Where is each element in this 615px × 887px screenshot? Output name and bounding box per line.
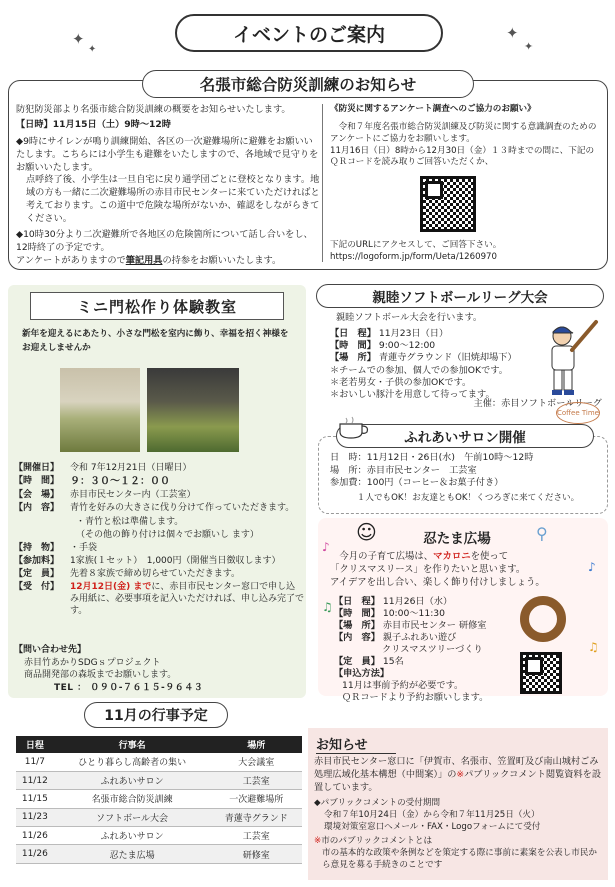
apply-line: ＱＲコードより予約お願いします。 <box>342 691 489 703</box>
detail-key: 【日 程】 <box>334 596 380 607</box>
survey-title: 《防災に関するアンケート調査へのご協力のお願い》 <box>330 104 536 114</box>
cell: 11/26 <box>16 845 54 863</box>
detail-value: 先着８家族で締め切らせていただきます。 <box>70 568 241 579</box>
drill-bullet-2b-bold: 筆記用具 <box>125 254 163 266</box>
survey-url-text: 下記のURLにアクセスして、ご回答下さい。 <box>330 240 502 250</box>
cell: 名張市総合防災訓練 <box>54 790 211 808</box>
detail-value: 9:00～12:00 <box>378 339 436 351</box>
detail-value: ９：３０～１２：００ <box>70 476 170 488</box>
detail-value: 10:00～11:30 <box>382 607 446 619</box>
cell: 11/26 <box>16 827 54 845</box>
drill-intro: 防犯防災部より名張市総合防災訓練の概要をお知らせいたします。 <box>16 104 291 115</box>
schedule-title: 11月の行事予定 <box>84 702 228 728</box>
ninja-lead-2: 「クリスマスリース」を作りたいと思います。 <box>330 564 526 576</box>
detail-value: 赤目市民センター 研修室 <box>382 619 487 631</box>
salon-details <box>330 452 606 505</box>
salon-row: 参加費：100円（コーヒー＆お菓子付き） <box>330 477 504 489</box>
apply-line: 11月は事前予約が必要です。 <box>342 679 464 691</box>
survey-text-2: 11月16日（日）8時から12月30日（金）１３時までの間に、下記のＱＲコードを読み取りご回答いただくか、 <box>330 145 595 168</box>
detail-value: 11月26日（水） <box>382 596 453 607</box>
detail-key: 【定 員】 <box>334 655 380 667</box>
schedule-header-date: 日程 <box>16 736 54 753</box>
table-row <box>16 771 302 789</box>
drill-left-column <box>16 104 320 267</box>
notice-p3-text: 市の基本的な政策や条例などを策定する際に事前に素案を公表し市民から意見を募る手続きのことです <box>322 847 598 870</box>
cell: 工芸室 <box>210 771 302 789</box>
kadomatsu-photo <box>60 368 140 452</box>
coffee-time-badge: Coffee Time <box>556 402 600 424</box>
detail-value: 1家族(１セット） 1,000円（開催当日徴収します） <box>70 555 281 566</box>
drill-date: 【日時】11月15日（土）9時～12時 <box>16 118 171 130</box>
detail-value: ・青竹と松は準備します。 <box>76 516 184 527</box>
ninja-title: 忍たま広場 <box>423 531 491 547</box>
ninja-qr-code[interactable] <box>520 652 562 694</box>
detail-value: 15名 <box>382 655 404 667</box>
detail-value: 親子ふれあい遊び <box>382 631 457 643</box>
kadomatsu-title: ミニ門松作り体験教室 <box>30 292 284 320</box>
sparkle-icon: ✦ <box>72 30 85 48</box>
detail-value: （その他の飾り付けは個々でお願いし ます） <box>76 529 259 540</box>
drill-bullet-1: ◆9時にサイレンが鳴り訓練開始、各区の一次避難場所に避難をお願いいたします。こちらには小学生も避難をいたしますので、各地域で見守りをお願いいたします。 <box>16 136 319 173</box>
softball-note: ＊おいしい豚汁を用意して待ってます。 <box>330 388 495 400</box>
cell: 11/12 <box>16 771 54 789</box>
cell: ソフトボール大会 <box>54 808 211 826</box>
baby-face-icon: ☺ <box>356 520 377 544</box>
ninja-lead-suffix: を使って <box>470 551 509 562</box>
notice-p3-prefix: 市のパブリックコメントとは <box>321 835 433 846</box>
detail-key: 【内 容】 <box>334 631 380 643</box>
table-row <box>16 753 302 771</box>
apply-key: 【申込方法】 <box>334 667 390 679</box>
drill-title: 名張市総合防災訓練のお知らせ <box>142 70 474 98</box>
softball-host: 主催：赤目ソフトボールリーグ <box>473 398 602 409</box>
baby-bottle-icon: ⚲ <box>536 524 548 543</box>
detail-value: 青竹を好みの大きさに伐り分けて作っていただきます。 <box>70 503 295 514</box>
notice-p2-line: 環境対策室窓口へメール・FAX・Logoフォームにて受付 <box>324 821 541 832</box>
accept-deadline: 12月12日(金) まで <box>70 581 152 592</box>
detail-key: 【受 付】 <box>14 581 60 592</box>
notice-title: お知らせ <box>316 734 396 754</box>
kadomatsu-inquiry <box>14 644 304 694</box>
detail-key: 【日 程】 <box>330 328 376 339</box>
survey-text: 令和７年度名張市総合防災訓練及び防災に関する意識調査のためのアンケートにご協力をお願いします。 <box>330 121 597 144</box>
cell: ひとり暮らし高齢者の集い <box>54 753 211 771</box>
notice-p1-prefix: 赤目市民センター窓口に「伊賀市、名張市、笠置町及び南山城村ごみ処理広域化基本構想（中間案）」の <box>314 756 599 780</box>
cell: 11/15 <box>16 790 54 808</box>
page-title: イベントのご案内 <box>175 14 443 52</box>
cell: 11/23 <box>16 808 54 826</box>
detail-key: 【参加料】 <box>14 555 60 566</box>
survey-qr-code[interactable] <box>420 176 476 232</box>
sparkle-icon: ✦ <box>524 40 534 53</box>
schedule-header-event: 行事名 <box>54 736 211 753</box>
detail-value: 11月23日（日） <box>378 328 449 339</box>
notice-p2-line: 令和７年10月24日（金）から令和７年11月25日（火） <box>324 809 540 820</box>
ninja-lead-macaroni: マカロニ <box>433 551 471 562</box>
detail-value: 令和 7年12月21日（日曜日） <box>70 463 192 473</box>
detail-value: クリスマスツリーづくり <box>382 643 483 655</box>
softball-lead: 親睦ソフトボール大会を行います。 <box>336 312 483 323</box>
detail-key: 【時 間】 <box>334 607 380 619</box>
music-note-icon: ♫ <box>322 600 333 614</box>
detail-key: 【場 所】 <box>330 351 376 363</box>
music-note-icon: ♫ <box>588 640 599 654</box>
detail-key: 【会 場】 <box>14 490 60 501</box>
cell: 研修室 <box>210 845 302 863</box>
cell: 青蓮寺グランド <box>210 808 302 826</box>
notice-p1-suffix: パブリックコメント閲覧資料を設置しています。 <box>314 768 602 793</box>
detail-key: 【定 員】 <box>14 568 60 579</box>
baseball-player-icon <box>532 318 602 398</box>
cell: 工芸室 <box>210 827 302 845</box>
sparkle-icon: ✦ <box>88 44 97 55</box>
detail-key: 【時 間】 <box>14 476 60 487</box>
drill-bullet-2: ◆10時30分より二次避難所で各地区の危険箇所について話し合いをし、12時終了の予定です。 <box>16 229 313 253</box>
cell: 忍たま広場 <box>54 845 211 863</box>
salon-title: ふれあいサロン開催 <box>336 424 594 448</box>
drill-bullet-1b: 点呼終了後、小学生は一旦自宅に戻り通学団ごとに登校となります。地域の方も一緒に二次避難場所の赤目市民センターに来ていただければと考えております。この道中で危険な場所がないか、確認をしながらきてください。 <box>26 174 320 224</box>
drill-bullet-2b-prefix: アンケートがありますので <box>16 254 126 266</box>
ninja-lead-prefix: 今月の子育て広場は、 <box>339 551 434 562</box>
detail-key: 【開催日】 <box>14 463 60 473</box>
inquiry-tel: TEL ： ０９０-７６１５-９６４３ <box>54 682 204 693</box>
table-row <box>16 827 302 845</box>
accept-value <box>70 581 304 618</box>
table-row <box>16 845 302 863</box>
cell: ふれあいサロン <box>54 827 211 845</box>
cell: ふれあいサロン <box>54 771 211 789</box>
drill-divider <box>322 104 323 262</box>
wreath-icon <box>520 596 566 642</box>
inquiry-org-2: 商品開発部の森坂までお願いします。 <box>24 670 177 681</box>
inquiry-key: 【問い合わせ先】 <box>14 645 87 655</box>
softball-details <box>330 328 540 401</box>
detail-key: 【場 所】 <box>334 619 380 631</box>
salon-footer: １人でもOK！お友達ともOK！くつろぎに来てください。 <box>356 493 580 504</box>
detail-key: 【内 容】 <box>14 503 60 514</box>
drill-bullet-2b <box>16 255 320 268</box>
cell: 大会議室 <box>210 753 302 771</box>
inquiry-org: 赤目竹あかりSDGｓプロジェクト <box>24 657 161 668</box>
ninja-lead <box>330 550 606 589</box>
kadomatsu-details <box>14 462 304 618</box>
softball-note: ＊チームでの参加、個人での参加OKです。 <box>330 364 508 376</box>
detail-value: 赤目市民センター内（工芸室） <box>70 490 196 501</box>
drill-bullet-2b-suffix: の持参をお願いいたします。 <box>162 254 282 266</box>
kadomatsu-lead: 新年を迎えるにあたり、小さな門松を室内に飾り、幸福を招く神様をお迎えしませんか <box>22 329 289 353</box>
music-note-icon: ♪ <box>588 560 596 574</box>
detail-key: 【持 物】 <box>14 542 60 553</box>
ninja-details <box>334 596 524 704</box>
notice-p2-title: ◆パブリックコメントの受付期間 <box>314 797 441 808</box>
table-row <box>16 808 302 826</box>
table-row <box>16 790 302 808</box>
notice-body <box>314 756 604 871</box>
sparkle-icon: ✦ <box>506 24 519 42</box>
softball-title: 親睦ソフトボールリーグ大会 <box>316 284 604 308</box>
salon-row: 場 所：赤目市民センター 工芸室 <box>330 464 477 476</box>
detail-value: ・手袋 <box>70 542 98 553</box>
coffee-cup-icon <box>336 416 372 440</box>
ninja-lead-3: アイデアを出し合い、楽しく飾り付けしましょう。 <box>330 577 545 589</box>
accept-rest: に、赤目市民センター窓口で申し込み用紙に、必要事項を記入いただければ、申し込み完了です。 <box>70 581 305 616</box>
softball-note: ＊老若男女・子供の参加OKです。 <box>330 376 472 388</box>
survey-url-block <box>330 240 602 264</box>
notice-p3-mark: ※ <box>314 835 322 846</box>
drill-right-column <box>330 104 602 169</box>
salon-row: 日 時：11月12日・26日(水) 午前10時～12時 <box>330 452 534 463</box>
music-note-icon: ♪ <box>322 540 330 554</box>
survey-url[interactable]: https://logoform.jp/form/Ueta/1260970 <box>330 251 497 262</box>
schedule-table <box>16 736 302 864</box>
detail-key: 【時 間】 <box>330 339 376 351</box>
kadomatsu-photo <box>147 368 239 452</box>
cell: 11/7 <box>16 753 54 771</box>
schedule-header-place: 場所 <box>210 736 302 753</box>
detail-value: 青蓮寺グラウンド（旧焼却場下） <box>378 351 517 363</box>
notice-p1-mark: ※ <box>456 768 465 780</box>
cell: 一次避難場所 <box>210 790 302 808</box>
